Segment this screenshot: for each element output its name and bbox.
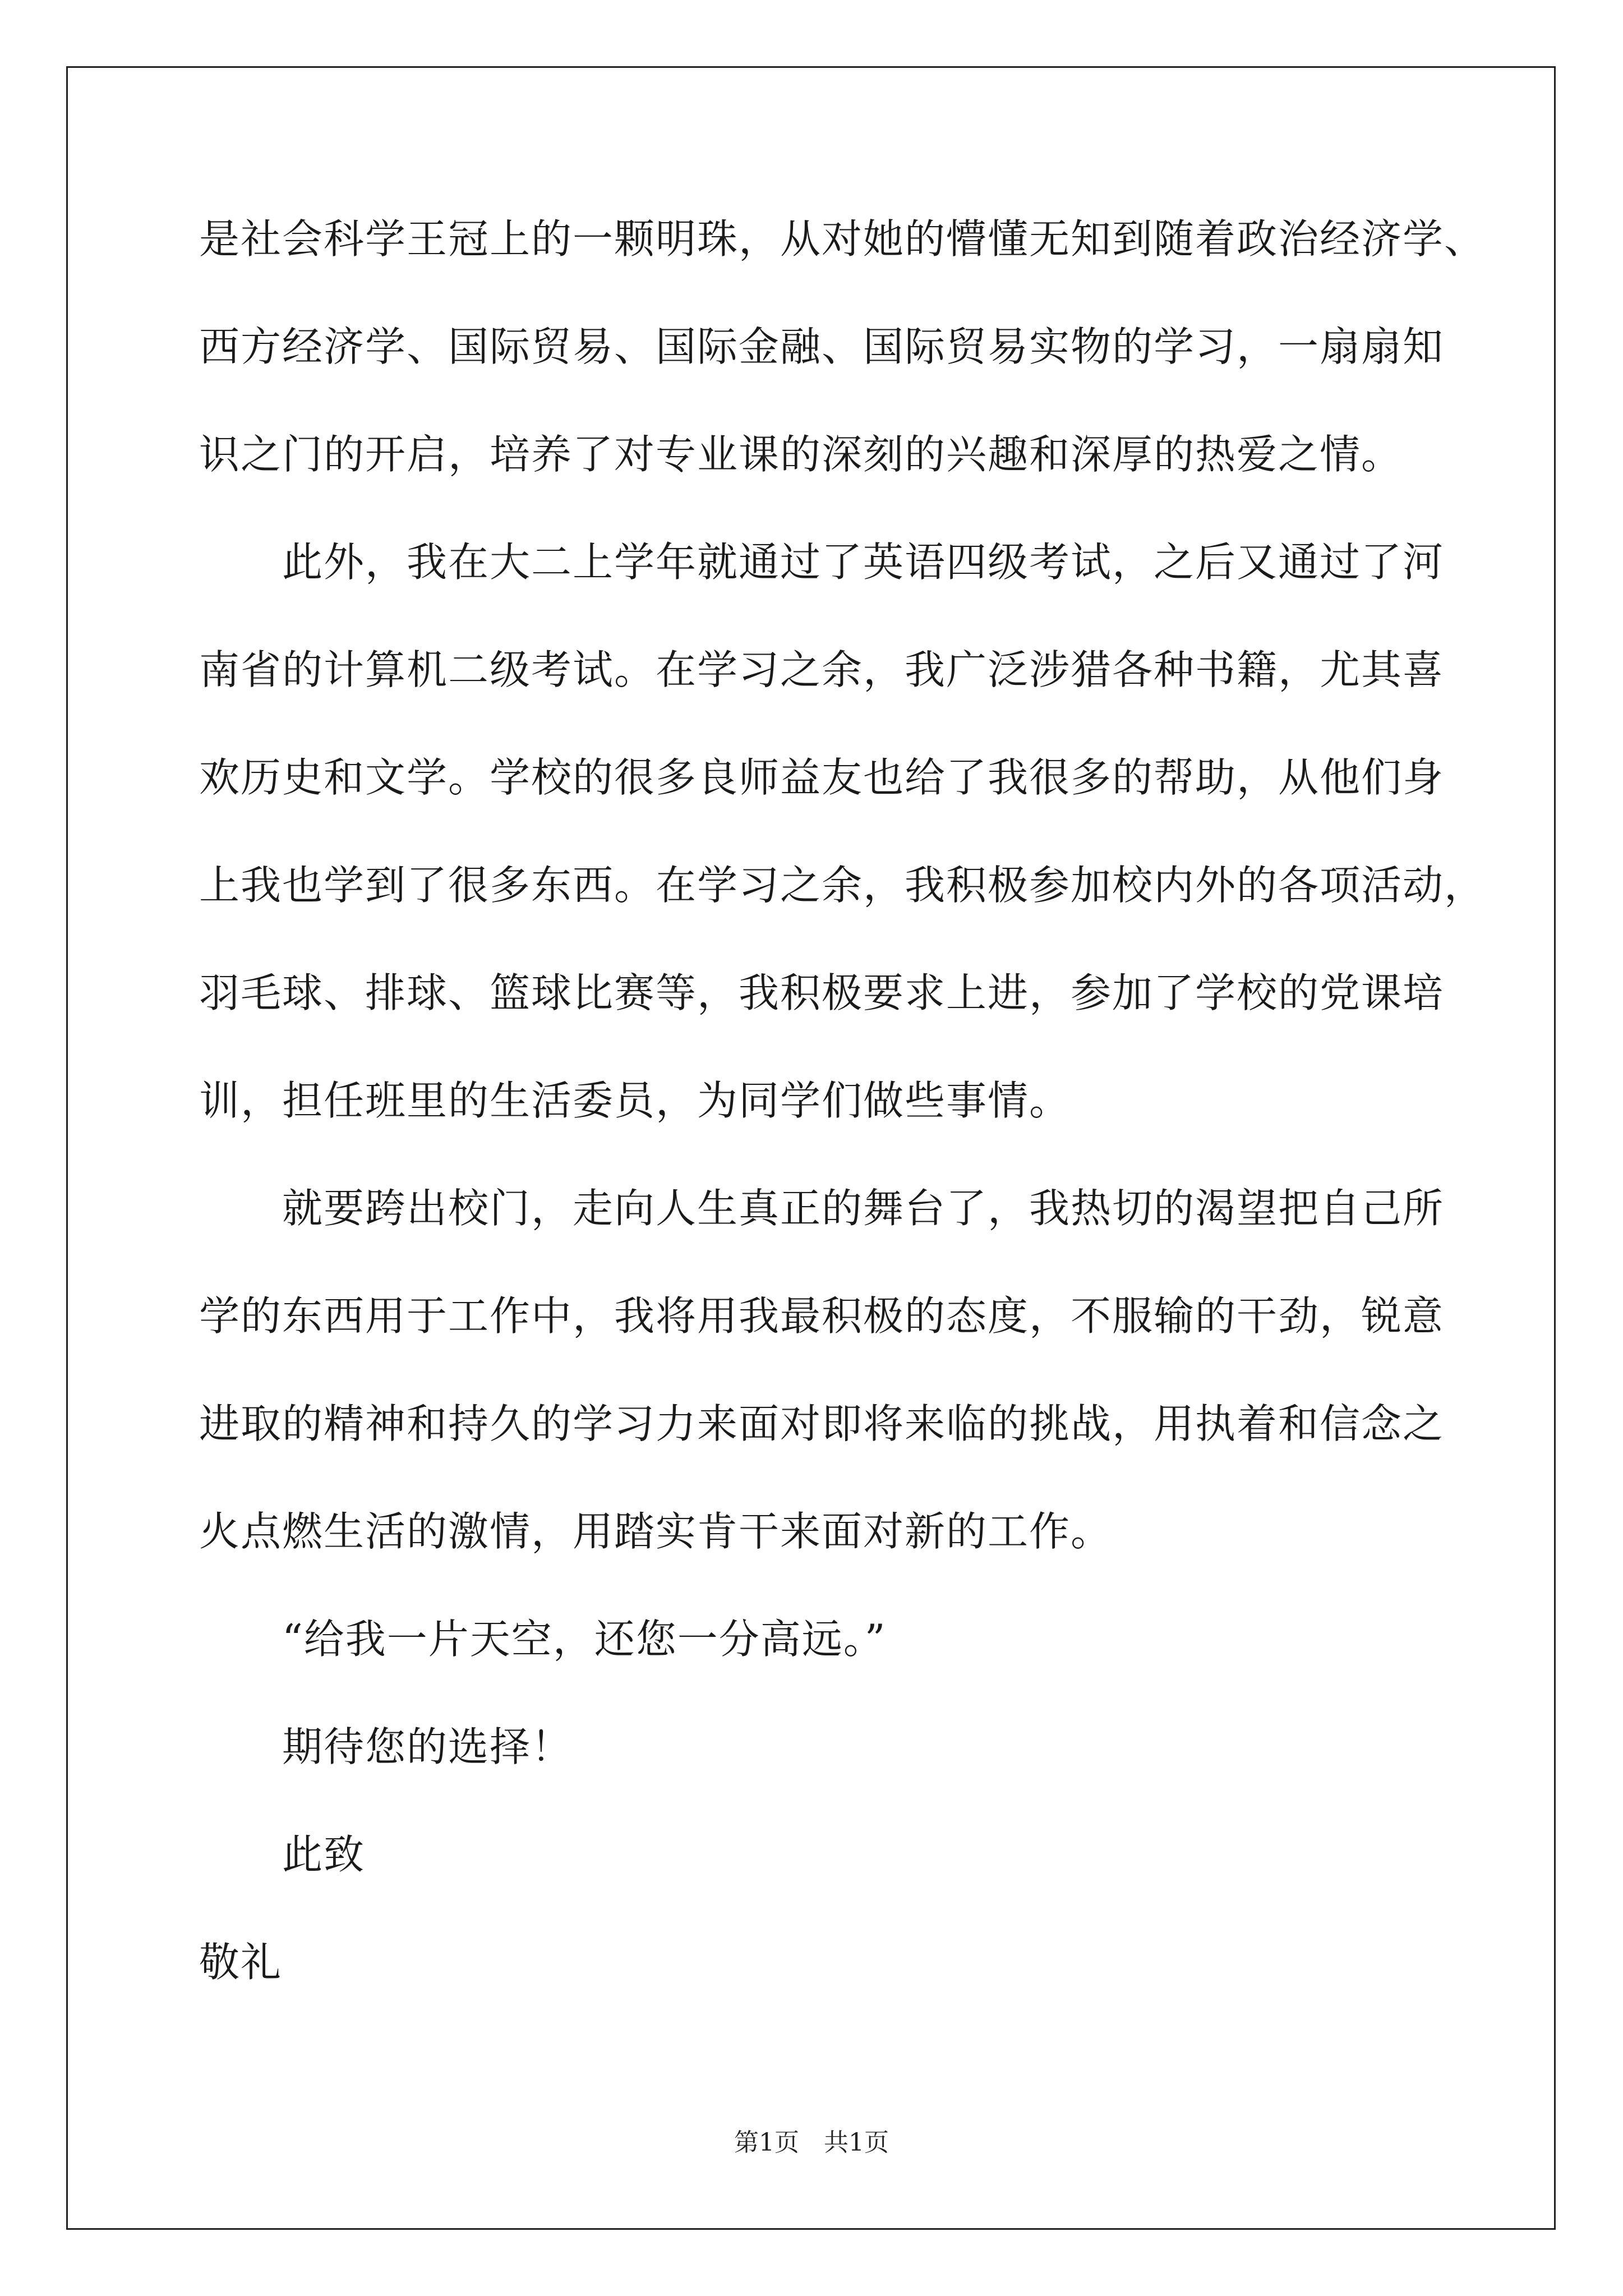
- page-number: 第1页 共1页: [734, 2128, 889, 2157]
- text-line-3: 识之门的开启，培养了对专业课的深刻的兴趣和深厚的热爱之情。: [199, 431, 1403, 478]
- text-line-4: 此外，我在大二上学年就通过了英语四级考试，之后又通过了河: [282, 539, 1445, 586]
- text-line-9: 训，担任班里的生活委员，为同学们做些事情。: [199, 1077, 1071, 1124]
- text-line-8: 羽毛球、排球、篮球比赛等，我积极要求上进，参加了学校的党课培: [199, 969, 1445, 1016]
- text-line-15: 期待您的选择！: [282, 1723, 573, 1770]
- text-line-14: “给我一片天空，还您一分高远。”: [282, 1616, 887, 1663]
- text-line-2: 西方经济学、国际贸易、国际金融、国际贸易实物的学习，一扇扇知: [199, 323, 1445, 370]
- text-line-10: 就要跨出校门，走向人生真正的舞台了，我热切的渴望把自己所: [282, 1185, 1445, 1232]
- text-line-16: 此致: [282, 1831, 366, 1878]
- text-line-17: 敬礼: [199, 1939, 283, 1986]
- document-body: [199, 185, 1486, 2016]
- text-line-7: 上我也学到了很多东西。在学习之余，我积极参加校内外的各项活动，: [199, 862, 1486, 909]
- text-line-13: 火点燃生活的激情，用踏实肯干来面对新的工作。: [199, 1508, 1113, 1555]
- text-line-1: 是社会科学王冠上的一颗明珠，从对她的懵懂无知到随着政治经济学、: [199, 215, 1486, 263]
- text-line-11: 学的东西用于工作中，我将用我最积极的态度，不服输的干劲，锐意: [199, 1292, 1445, 1340]
- text-line-5: 南省的计算机二级考试。在学习之余，我广泛涉猎各种书籍，尤其喜: [199, 646, 1445, 693]
- text-line-12: 进取的精神和持久的学习力来面对即将来临的挑战，用执着和信念之: [199, 1400, 1445, 1447]
- text-line-6: 欢历史和文学。学校的很多良师益友也给了我很多的帮助，从他们身: [199, 754, 1445, 801]
